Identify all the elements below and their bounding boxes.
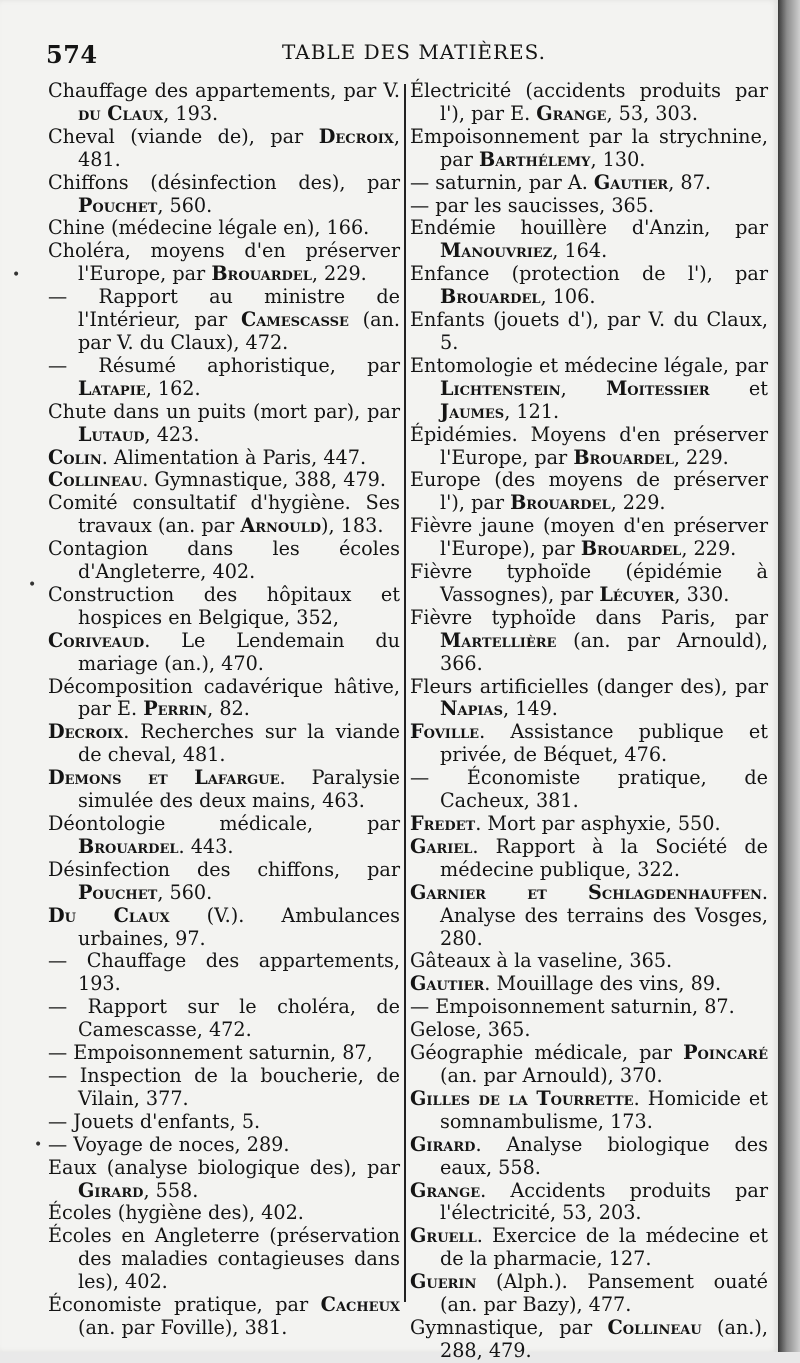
author-name: Lutaud [78, 422, 145, 446]
author-name: Gruell [410, 1224, 477, 1248]
margin-mark: • [12, 267, 21, 283]
index-subentry [410, 195, 768, 218]
index-entry [410, 882, 768, 951]
index-entry [410, 950, 768, 973]
author-name: du Claux [78, 101, 164, 125]
entry-text: Épidémies. Moyens d'en préserver l'Europe, par [410, 422, 768, 469]
author-name: Brouardel [580, 537, 682, 561]
index-entry [410, 1042, 768, 1088]
entry-text: — Rapport sur le choléra, de Camescasse, 472. [48, 995, 400, 1042]
entry-text: Déontologie médicale, par [48, 812, 400, 835]
author-name: Pouchet [78, 193, 158, 217]
index-subentry [48, 1065, 400, 1111]
author-name: Arnould [240, 514, 322, 538]
index-entry [410, 676, 768, 722]
entry-text: — Économiste pratique, de Cacheux, 381. [410, 766, 768, 813]
author-name: Fredet [410, 812, 476, 835]
index-entry [48, 217, 400, 240]
author-name: Collineau [607, 1315, 702, 1339]
index-entry [410, 1088, 768, 1134]
entry-text: . Recherches sur la viande de cheval, 481. [78, 720, 400, 767]
index-subentry [48, 355, 400, 401]
entry-text: , 130. [590, 147, 646, 171]
author-name: Brouardel [510, 491, 611, 515]
entry-text: . Alimentation à Paris, 447. [101, 445, 367, 469]
index-entry [48, 676, 400, 722]
page-number: 574 [46, 40, 98, 69]
index-entry [410, 263, 768, 309]
entry-text: , [560, 376, 607, 400]
entry-text: (an. par V. du Claux), 472. [78, 308, 400, 354]
author-name: Du Claux [48, 903, 170, 927]
entry-text: Enfance (protection de l'), par [410, 262, 768, 286]
index-entry [410, 1317, 768, 1363]
index-entry [48, 492, 400, 538]
entry-text: . Paralysie simulée des deux mains, 463. [78, 766, 400, 813]
entry-text: — Inspection de la boucherie, de Vilain, 377. [48, 1063, 400, 1110]
author-name: Gautier [410, 972, 485, 996]
entry-text: Fleurs artificielles (danger des), par [410, 674, 768, 698]
index-subentry [48, 950, 400, 996]
author-name: Foville [410, 720, 480, 744]
entry-text: Électricité (accidents produits par l'), par E. [410, 79, 768, 125]
entry-text: . Mort par asphyxie, 550. [475, 812, 721, 835]
author-name: Perrin [143, 697, 208, 721]
entry-text: . Mouillage des vins, 89. [484, 972, 722, 996]
entry-text: — Résumé aphoristique, par [48, 353, 400, 377]
entry-text: , 330. [674, 582, 730, 606]
index-entry [48, 767, 400, 813]
author-name: Gilles de la Tourrette [410, 1086, 634, 1110]
author-name: Demons et Lafargue [48, 766, 280, 790]
entry-text: (an. par Foville), 381. [78, 1315, 288, 1339]
entry-text: Empoisonnement par la strychnine, par [410, 124, 768, 171]
index-subentry [410, 996, 768, 1019]
index-subentry [410, 767, 768, 813]
author-name: Guerin [410, 1270, 477, 1294]
index-entry [410, 1134, 768, 1180]
entry-text: , 193. [163, 101, 219, 125]
author-name: Moitessier [606, 376, 710, 400]
index-entry [48, 240, 400, 286]
author-name: Girard [78, 1178, 144, 1202]
entry-text: (V.). Ambulances urbaines, 97. [78, 903, 400, 950]
author-name: Poincaré [683, 1041, 768, 1065]
entry-text: — Voyage de noces, 289. [48, 1132, 290, 1156]
entry-text: (an.), 288, 479. [440, 1315, 768, 1362]
author-name: Garnier et Schlagdenhauffen [410, 880, 762, 904]
entry-text: Décomposition cadavérique hâtive, par E. [48, 674, 400, 721]
entry-text: Enfants (jouets d'), par V. du Claux, 5. [410, 308, 768, 354]
index-subentry [48, 1134, 400, 1157]
index-entry [48, 172, 400, 218]
author-name: Grange [536, 101, 607, 125]
entry-text: , 229. [673, 445, 729, 469]
index-entry [410, 217, 768, 263]
entry-text: — Empoisonnement saturnin, 87. [410, 995, 735, 1019]
index-entry [410, 836, 768, 882]
entry-text: (Alph.). Pansement ouaté (an. par Bazy), 477. [440, 1270, 768, 1317]
entry-text: Cheval (viande de), par [48, 124, 319, 148]
index-subentry [48, 286, 400, 355]
entry-text: Chiffons (désinfection des), par [48, 170, 400, 194]
entry-text: Construction des hôpitaux et hospices en Belgique, 352, [48, 582, 400, 629]
entry-text: Contagion dans les écoles d'Angleterre, 402. [48, 537, 400, 584]
entry-text: , 121. [504, 399, 560, 423]
index-entry [410, 515, 768, 561]
index-entry [48, 1294, 400, 1340]
author-name: Gautier [593, 170, 669, 194]
index-entry [48, 630, 400, 676]
author-name: Girard [410, 1132, 476, 1156]
index-entry [48, 538, 400, 584]
entry-text: , 229. [681, 537, 737, 561]
author-name: Decroix [48, 720, 124, 744]
entry-text: , 87. [668, 170, 711, 194]
entry-text: , 558. [143, 1178, 199, 1202]
entry-text: , 106. [540, 285, 596, 309]
index-entry [410, 721, 768, 767]
margin-mark: • [34, 1137, 43, 1153]
entry-text: . Analyse des terrains des Vosges, 280. [440, 880, 768, 950]
entry-text: — par les saucisses, 365. [410, 193, 655, 217]
author-name: Lécuyer [599, 582, 675, 606]
entry-text: Désinfection des chiffons, par [48, 857, 400, 881]
author-name: Coriveaud [48, 628, 145, 652]
entry-text: Gymnastique, par [410, 1315, 608, 1339]
entry-text: (an. par Arnould), 366. [440, 628, 768, 675]
index-entry [48, 905, 400, 951]
entry-text: , 229. [311, 262, 367, 286]
entry-text: — Chauffage des appartements, 193. [48, 949, 400, 996]
entry-text: , 423. [144, 422, 200, 446]
author-name: Grange [410, 1178, 481, 1202]
entry-text: — Empoisonnement saturnin, 87, [48, 1041, 373, 1065]
entry-text: — Rapport au ministre de l'Intérieur, par [48, 285, 400, 332]
page-edge [778, 0, 800, 1352]
entry-text: , 162. [145, 376, 201, 400]
entry-text: , 82. [207, 697, 250, 721]
entry-text: Europe (des moyens de préserver l'), par [410, 468, 768, 515]
index-subentry [48, 1111, 400, 1134]
index-entry [410, 424, 768, 470]
author-name: Collineau [48, 468, 143, 492]
index-entry [48, 1202, 400, 1225]
author-name: Brouardel [211, 262, 312, 286]
entry-text: — Jouets d'enfants, 5. [48, 1109, 261, 1133]
author-name: Manouvriez [440, 239, 553, 263]
author-name: Barthélemy [479, 147, 591, 171]
index-entry [48, 126, 400, 172]
entry-text: . Homicide et somnambulisme, 173. [440, 1086, 768, 1133]
entry-text: . Accidents produits par l'électricité, 53, 203. [440, 1178, 768, 1225]
index-entry [48, 80, 400, 126]
index-entry [410, 1180, 768, 1226]
index-subentry [48, 1042, 400, 1065]
entry-text: Endémie houillère d'Anzin, par [410, 216, 768, 240]
entry-text: Écoles (hygiène des), 402. [48, 1201, 304, 1225]
entry-text: . Exercice de la médecine et de la pharmacie, 127. [440, 1224, 768, 1271]
author-name: Napias [440, 697, 503, 721]
entry-text: et [709, 376, 768, 400]
entry-text: . Assistance publique et privée, de Béquet, 476. [440, 720, 768, 767]
author-name: Brouardel [78, 834, 179, 858]
index-entry [48, 469, 400, 492]
entry-text: ), 183. [321, 514, 384, 538]
margin-mark: • [28, 577, 37, 593]
index-entry [48, 859, 400, 905]
index-column-left [48, 80, 400, 1340]
index-entry [410, 973, 768, 996]
index-entry [410, 469, 768, 515]
entry-text: , 149. [502, 697, 558, 721]
index-subentry [48, 996, 400, 1042]
entry-text: Chine (médecine légale en), 166. [48, 216, 370, 240]
entry-text: (an. par Arnould), 370. [440, 1063, 663, 1087]
entry-text: Gâteaux à la vaseline, 365. [410, 949, 673, 973]
index-entry [48, 447, 400, 470]
running-title: TABLE DES MATIÈRES. [282, 40, 546, 64]
entry-text: . Le Lendemain du mariage (an.), 470. [78, 628, 400, 675]
index-entry [410, 355, 768, 424]
entry-text: Écoles en Angleterre (préservation des maladies contagieuses dans les), 402. [48, 1224, 400, 1294]
entry-text: Fièvre jaune (moyen d'en préserver l'Europe), par [410, 514, 768, 561]
index-column-right [410, 80, 768, 1363]
index-entry [410, 607, 768, 676]
index-entry [410, 80, 768, 126]
index-entry [48, 1225, 400, 1294]
entry-text: Eaux (analyse biologique des), par [48, 1155, 400, 1179]
entry-text: . 443. [178, 834, 234, 858]
entry-text: Comité consultatif d'hygiène. Ses travaux (an. par [48, 491, 400, 538]
author-name: Latapie [78, 376, 146, 400]
index-entry [48, 584, 400, 630]
entry-text: Fièvre typhoïde (épidémie à Vassognes), par [410, 560, 768, 606]
entry-text: Choléra, moyens d'en préserver l'Europe, par [48, 239, 400, 286]
index-entry [410, 1019, 768, 1042]
entry-text: , 164. [552, 239, 608, 263]
index-entry [48, 1157, 400, 1203]
entry-text: , 481. [78, 124, 400, 171]
entry-text: Chauffage des appartements, par V. [48, 79, 400, 102]
entry-text: . Analyse biologique des eaux, 558. [440, 1132, 768, 1179]
author-name: Jaumes [440, 399, 505, 423]
entry-text: Chute dans un puits (mort par), par [48, 399, 400, 423]
index-entry [410, 561, 768, 607]
entry-text: . Rapport à la Société de médecine publique, 322. [440, 834, 768, 881]
entry-text: . Gymnastique, 388, 479. [142, 468, 386, 492]
entry-text: Économiste pratique, par [48, 1293, 321, 1317]
author-name: Brouardel [573, 445, 674, 469]
entry-text: Entomologie et médecine légale, par [410, 353, 768, 377]
index-entry [410, 1225, 768, 1271]
entry-text: Gelose, 365. [410, 1018, 531, 1042]
entry-text: — saturnin, par A. [410, 170, 594, 194]
entry-text: , 560. [157, 880, 213, 904]
author-name: Decroix [318, 124, 394, 148]
index-subentry [410, 172, 768, 195]
author-name: Cacheux [320, 1293, 400, 1317]
index-entry [410, 309, 768, 355]
author-name: Martellière [440, 628, 557, 652]
entry-text: , 53, 303. [606, 101, 699, 125]
author-name: Colin [48, 445, 102, 469]
author-name: Brouardel [440, 285, 541, 309]
author-name: Camescasse [240, 308, 349, 332]
column-divider [404, 84, 406, 1302]
entry-text: , 229. [610, 491, 666, 515]
entry-text: , 560. [157, 193, 213, 217]
index-entry [48, 721, 400, 767]
index-entry [410, 126, 768, 172]
index-entry [410, 1271, 768, 1317]
author-name: Pouchet [78, 880, 158, 904]
index-entry [48, 813, 400, 859]
author-name: Lichtenstein [440, 376, 561, 400]
index-entry [410, 813, 768, 836]
author-name: Gariel [410, 834, 473, 858]
entry-text: Géographie médicale, par [410, 1041, 684, 1065]
index-entry [48, 401, 400, 447]
entry-text: Fièvre typhoïde dans Paris, par [410, 605, 768, 629]
